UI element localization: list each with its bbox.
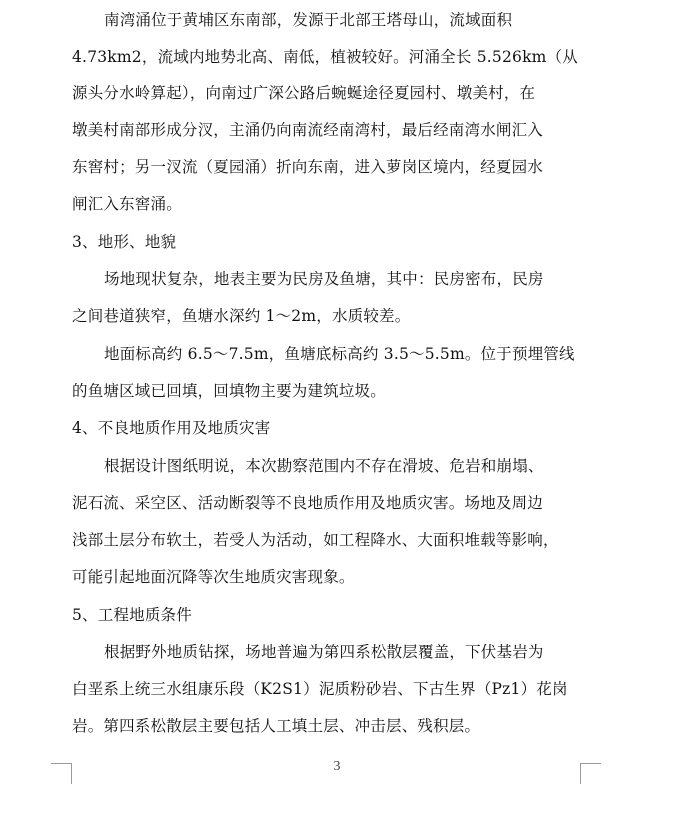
section-heading: 4、不良地质作用及地质灾害 — [72, 419, 271, 437]
paragraph-line: 根据设计图纸明说，本次勘察范围内不存在滑坡、危岩和崩塌、 — [104, 457, 544, 475]
paragraph-line: 闸汇入东窖涌。 — [72, 195, 182, 213]
paragraph-line: 地面标高约 6.5～7.5m，鱼塘底标高约 3.5～5.5m。位于预埋管线 — [104, 345, 575, 363]
page-margin-corner-right — [580, 763, 601, 784]
section-heading: 5、工程地质条件 — [72, 606, 192, 624]
paragraph-line: 墩美村南部形成分汊，主涌仍向南流经南湾村，最后经南湾水闸汇入 — [72, 121, 544, 139]
paragraph-line: 之间巷道狭窄，鱼塘水深约 1～2m，水质较差。 — [72, 307, 411, 325]
paragraph-line: 4.73km2，流域内地势北高、南低，植被较好。河涌全长 5.526km（从 — [72, 48, 578, 66]
paragraph-line: 白垩系上统三水组康乐段（K2S1）泥质粉砂岩、下古生界（Pz1）花岗 — [72, 680, 568, 698]
page-number: 3 — [333, 759, 341, 774]
paragraph-line: 根据野外地质钻探，场地普遍为第四系松散层覆盖，下伏基岩为 — [104, 643, 544, 661]
paragraph-line: 浅部土层分布软土，若受人为活动，如工程降水、大面积堆载等影响， — [72, 531, 559, 549]
paragraph-line: 岩。第四系松散层主要包括人工填土层、冲击层、残积层。 — [72, 717, 481, 735]
paragraph-line: 的鱼塘区域已回填，回填物主要为建筑垃圾。 — [72, 382, 387, 400]
paragraph-line: 东窖村；另一汊流（夏园涌）折向东南，进入萝岗区境内，经夏园水 — [72, 158, 544, 176]
paragraph-line: 南湾涌位于黄埔区东南部，发源于北部王塔母山，流域面积 — [104, 11, 513, 29]
paragraph-line: 源头分水岭算起），向南过广深公路后蜿蜒途径夏园村、墩美村，在 — [72, 84, 536, 102]
paragraph-line: 泥石流、采空区、活动断裂等不良地质作用及地质灾害。场地及周边 — [72, 494, 544, 512]
paragraph-line: 可能引起地面沉降等次生地质灾害现象。 — [72, 568, 355, 586]
paragraph-line: 场地现状复杂，地表主要为民房及鱼塘，其中：民房密布，民房 — [104, 270, 544, 288]
section-heading: 3、地形、地貌 — [72, 233, 177, 251]
